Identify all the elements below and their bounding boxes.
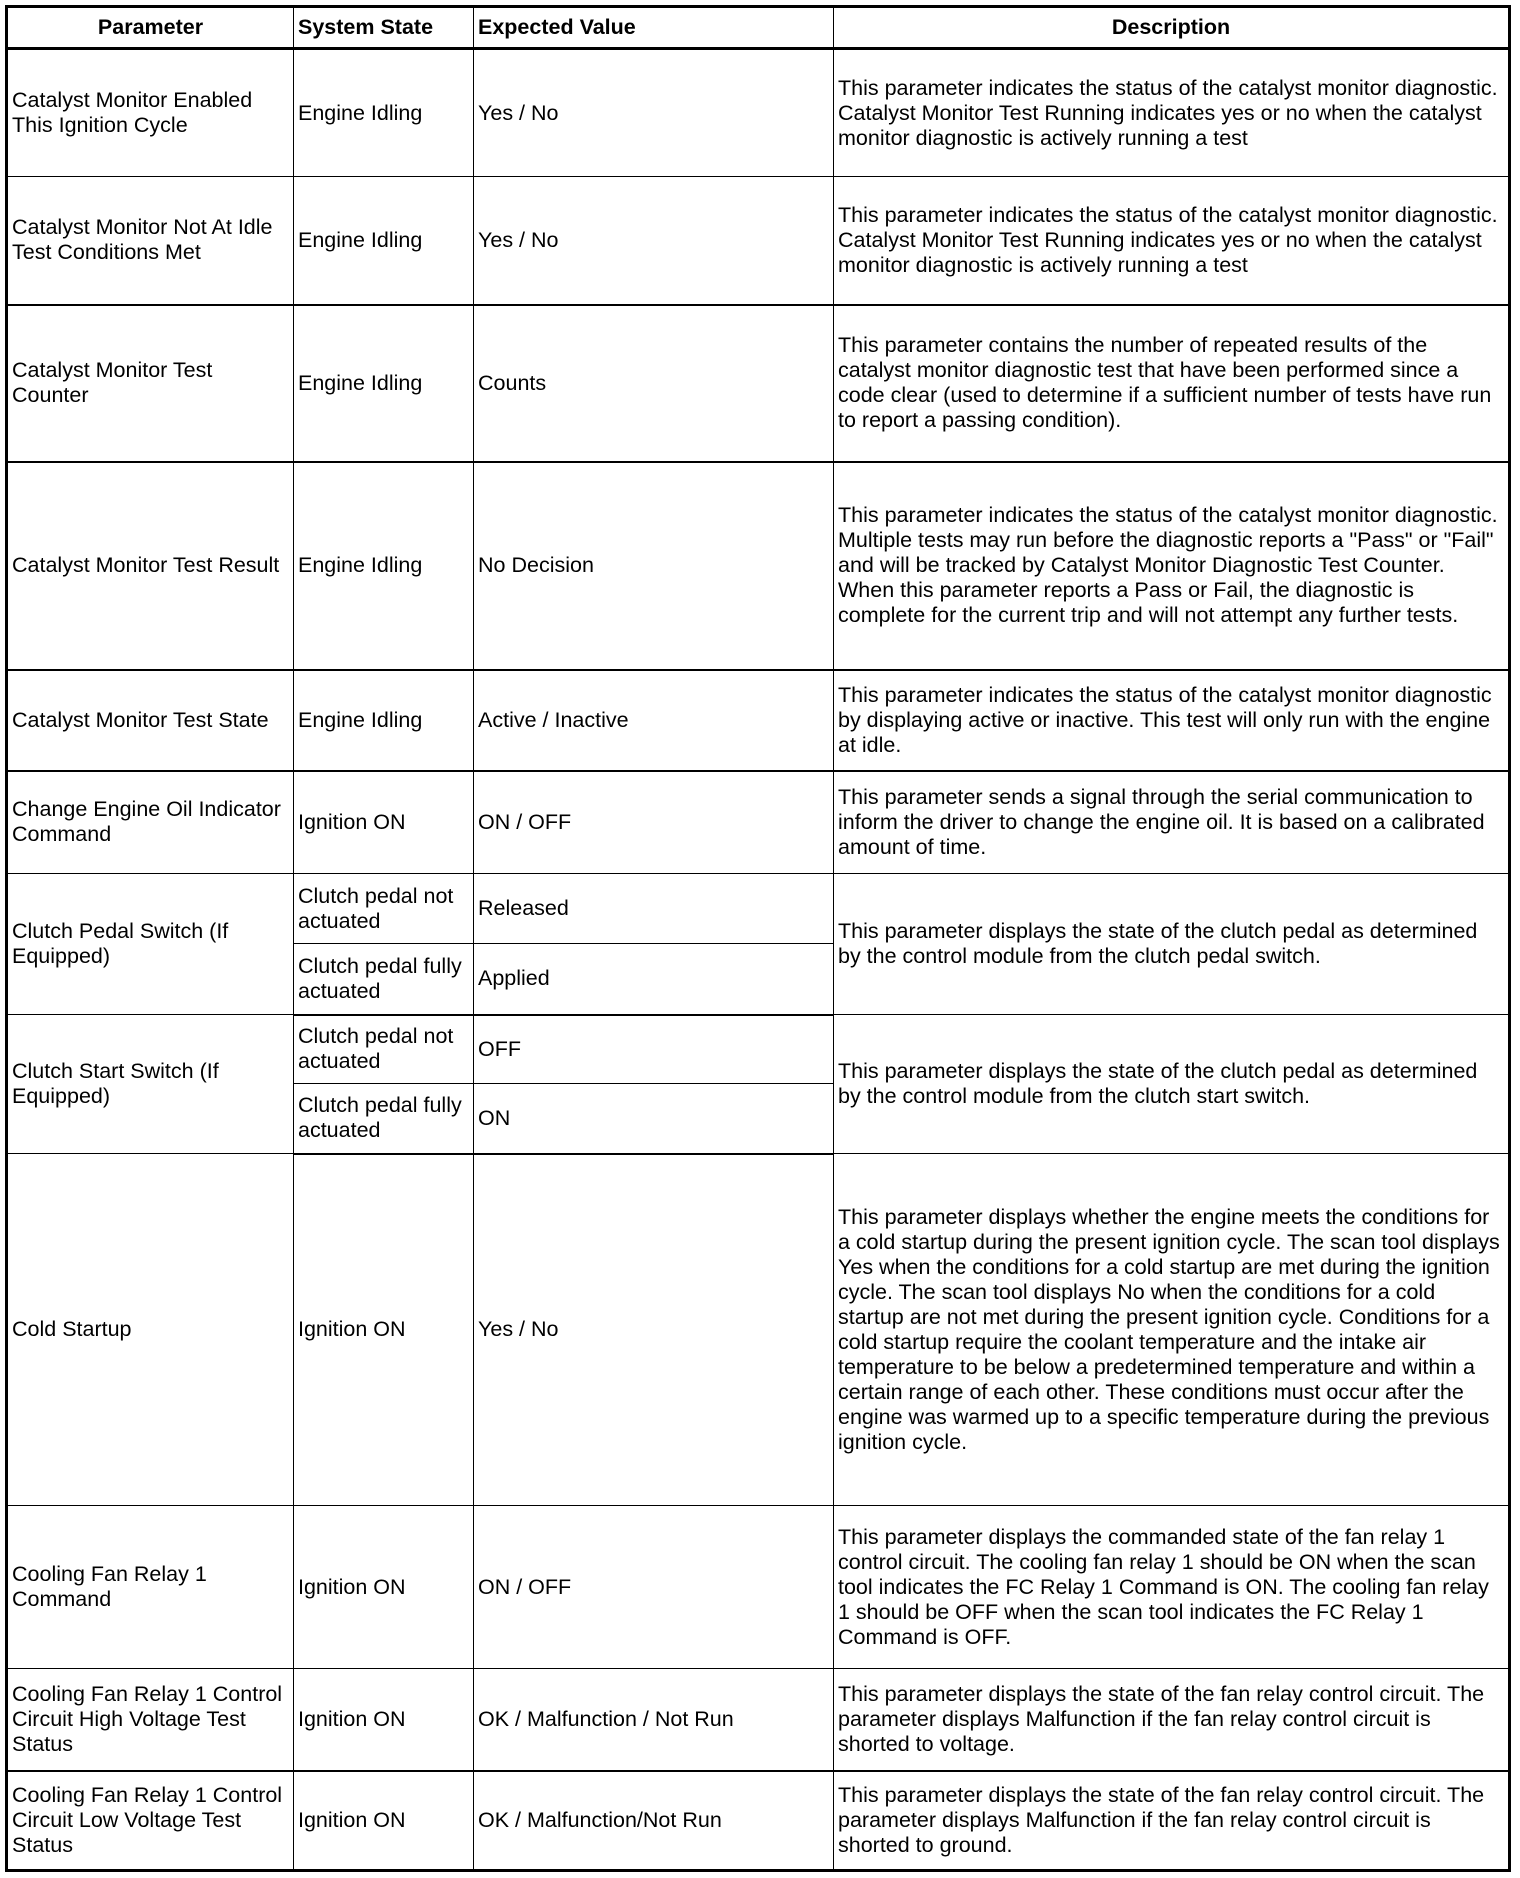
description-cell: This parameter indicates the status of the catalyst monitor diagnostic. Catalyst Monitor Test Running indicates yes or no when the catalyst monitor diagnostic is actively running a test xyxy=(834,177,1510,305)
table-row xyxy=(7,1015,1510,1084)
table-row xyxy=(7,771,1510,874)
header-parameter: Parameter xyxy=(7,7,294,49)
description-cell: This parameter sends a signal through the serial communication to inform the driver to change the engine oil. It is based on a calibrated amount of time. xyxy=(834,771,1510,874)
description-cell: This parameter displays whether the engine meets the conditions for a cold startup during the present ignition cycle. The scan tool displays Yes when the conditions for a cold startup are met during the ignition cycle. The scan tool displays No when the conditions for a cold startup are not met during the present ignition cycle. Conditions for a cold startup require the coolant temperature and the intake air temperature to be below a predetermined temperature and within a certain range of each other. These conditions must occur after the engine was warmed up to a specific temperature during the previous ignition cycle. xyxy=(834,1154,1510,1506)
expected-value-cell: Counts xyxy=(474,305,834,462)
description-cell: This parameter displays the state of the fan relay control circuit. The parameter displays Malfunction if the fan relay control circuit is shorted to voltage. xyxy=(834,1669,1510,1771)
description-cell: This parameter indicates the status of the catalyst monitor diagnostic. Catalyst Monitor Test Running indicates yes or no when the catalyst monitor diagnostic is actively running a test xyxy=(834,49,1510,177)
system-state-cell: Clutch pedal fully actuated xyxy=(294,944,474,1015)
parameter-cell: Clutch Start Switch (If Equipped) xyxy=(7,1015,294,1154)
system-state-cell: Clutch pedal fully actuated xyxy=(294,1084,474,1154)
header-expected-value: Expected Value xyxy=(474,7,834,49)
description-cell: This parameter contains the number of repeated results of the catalyst monitor diagnostic test that have been performed since a code clear (used to determine if a sufficient number of tests have run to report a passing condition). xyxy=(834,305,1510,462)
system-state-cell: Engine Idling xyxy=(294,49,474,177)
table-row xyxy=(7,1154,1510,1506)
parameter-cell: Catalyst Monitor Test Counter xyxy=(7,305,294,462)
header-row xyxy=(7,7,1510,49)
parameter-table xyxy=(5,5,1511,1872)
expected-value-cell: Applied xyxy=(474,944,834,1015)
parameter-cell: Catalyst Monitor Enabled This Ignition Cycle xyxy=(7,49,294,177)
table-row xyxy=(7,1506,1510,1669)
system-state-cell: Clutch pedal not actuated xyxy=(294,874,474,944)
system-state-cell: Engine Idling xyxy=(294,670,474,771)
expected-value-cell: OFF xyxy=(474,1015,834,1084)
expected-value-cell: Yes / No xyxy=(474,49,834,177)
table-row xyxy=(7,670,1510,771)
header-system-state: System State xyxy=(294,7,474,49)
expected-value-cell: Yes / No xyxy=(474,177,834,305)
table-row xyxy=(7,49,1510,177)
parameter-cell: Cooling Fan Relay 1 Command xyxy=(7,1506,294,1669)
system-state-cell: Ignition ON xyxy=(294,1154,474,1506)
expected-value-cell: ON / OFF xyxy=(474,771,834,874)
expected-value-cell: Yes / No xyxy=(474,1154,834,1506)
parameter-cell: Clutch Pedal Switch (If Equipped) xyxy=(7,874,294,1015)
system-state-cell: Clutch pedal not actuated xyxy=(294,1015,474,1084)
table-row xyxy=(7,177,1510,305)
description-cell: This parameter indicates the status of the catalyst monitor diagnostic. Multiple tests may run before the diagnostic reports a "Pass" or "Fail" and will be tracked by Catalyst Monitor Diagnostic Test Counter. When this parameter reports a Pass or Fail, the diagnostic is complete for the current trip and will not attempt any further tests. xyxy=(834,462,1510,670)
system-state-cell: Engine Idling xyxy=(294,305,474,462)
expected-value-cell: Active / Inactive xyxy=(474,670,834,771)
system-state-cell: Ignition ON xyxy=(294,1506,474,1669)
table-row xyxy=(7,462,1510,670)
table-row xyxy=(7,874,1510,944)
parameter-cell: Catalyst Monitor Test State xyxy=(7,670,294,771)
expected-value-cell: ON xyxy=(474,1084,834,1154)
table-row xyxy=(7,1771,1510,1871)
description-cell: This parameter indicates the status of the catalyst monitor diagnostic by displaying active or inactive. This test will only run with the engine at idle. xyxy=(834,670,1510,771)
description-cell: This parameter displays the state of the clutch pedal as determined by the control module from the clutch start switch. xyxy=(834,1015,1510,1154)
expected-value-cell: Released xyxy=(474,874,834,944)
table-row xyxy=(7,305,1510,462)
system-state-cell: Ignition ON xyxy=(294,771,474,874)
parameter-cell: Cold Startup xyxy=(7,1154,294,1506)
expected-value-cell: OK / Malfunction / Not Run xyxy=(474,1669,834,1771)
parameter-cell: Catalyst Monitor Test Result xyxy=(7,462,294,670)
header-description: Description xyxy=(834,7,1510,49)
description-cell: This parameter displays the commanded state of the fan relay 1 control circuit. The cooling fan relay 1 should be ON when the scan tool indicates the FC Relay 1 Command is ON. The cooling fan relay 1 should be OFF when the scan tool indicates the FC Relay 1 Command is OFF. xyxy=(834,1506,1510,1669)
parameter-cell: Change Engine Oil Indicator Command xyxy=(7,771,294,874)
parameter-cell: Cooling Fan Relay 1 Control Circuit Low Voltage Test Status xyxy=(7,1771,294,1871)
system-state-cell: Engine Idling xyxy=(294,177,474,305)
table-row xyxy=(7,1669,1510,1771)
parameter-cell: Cooling Fan Relay 1 Control Circuit High Voltage Test Status xyxy=(7,1669,294,1771)
description-cell: This parameter displays the state of the clutch pedal as determined by the control module from the clutch pedal switch. xyxy=(834,874,1510,1015)
system-state-cell: Ignition ON xyxy=(294,1669,474,1771)
parameter-cell: Catalyst Monitor Not At Idle Test Conditions Met xyxy=(7,177,294,305)
expected-value-cell: OK / Malfunction/Not Run xyxy=(474,1771,834,1871)
expected-value-cell: No Decision xyxy=(474,462,834,670)
description-cell: This parameter displays the state of the fan relay control circuit. The parameter displays Malfunction if the fan relay control circuit is shorted to ground. xyxy=(834,1771,1510,1871)
expected-value-cell: ON / OFF xyxy=(474,1506,834,1669)
system-state-cell: Engine Idling xyxy=(294,462,474,670)
system-state-cell: Ignition ON xyxy=(294,1771,474,1871)
